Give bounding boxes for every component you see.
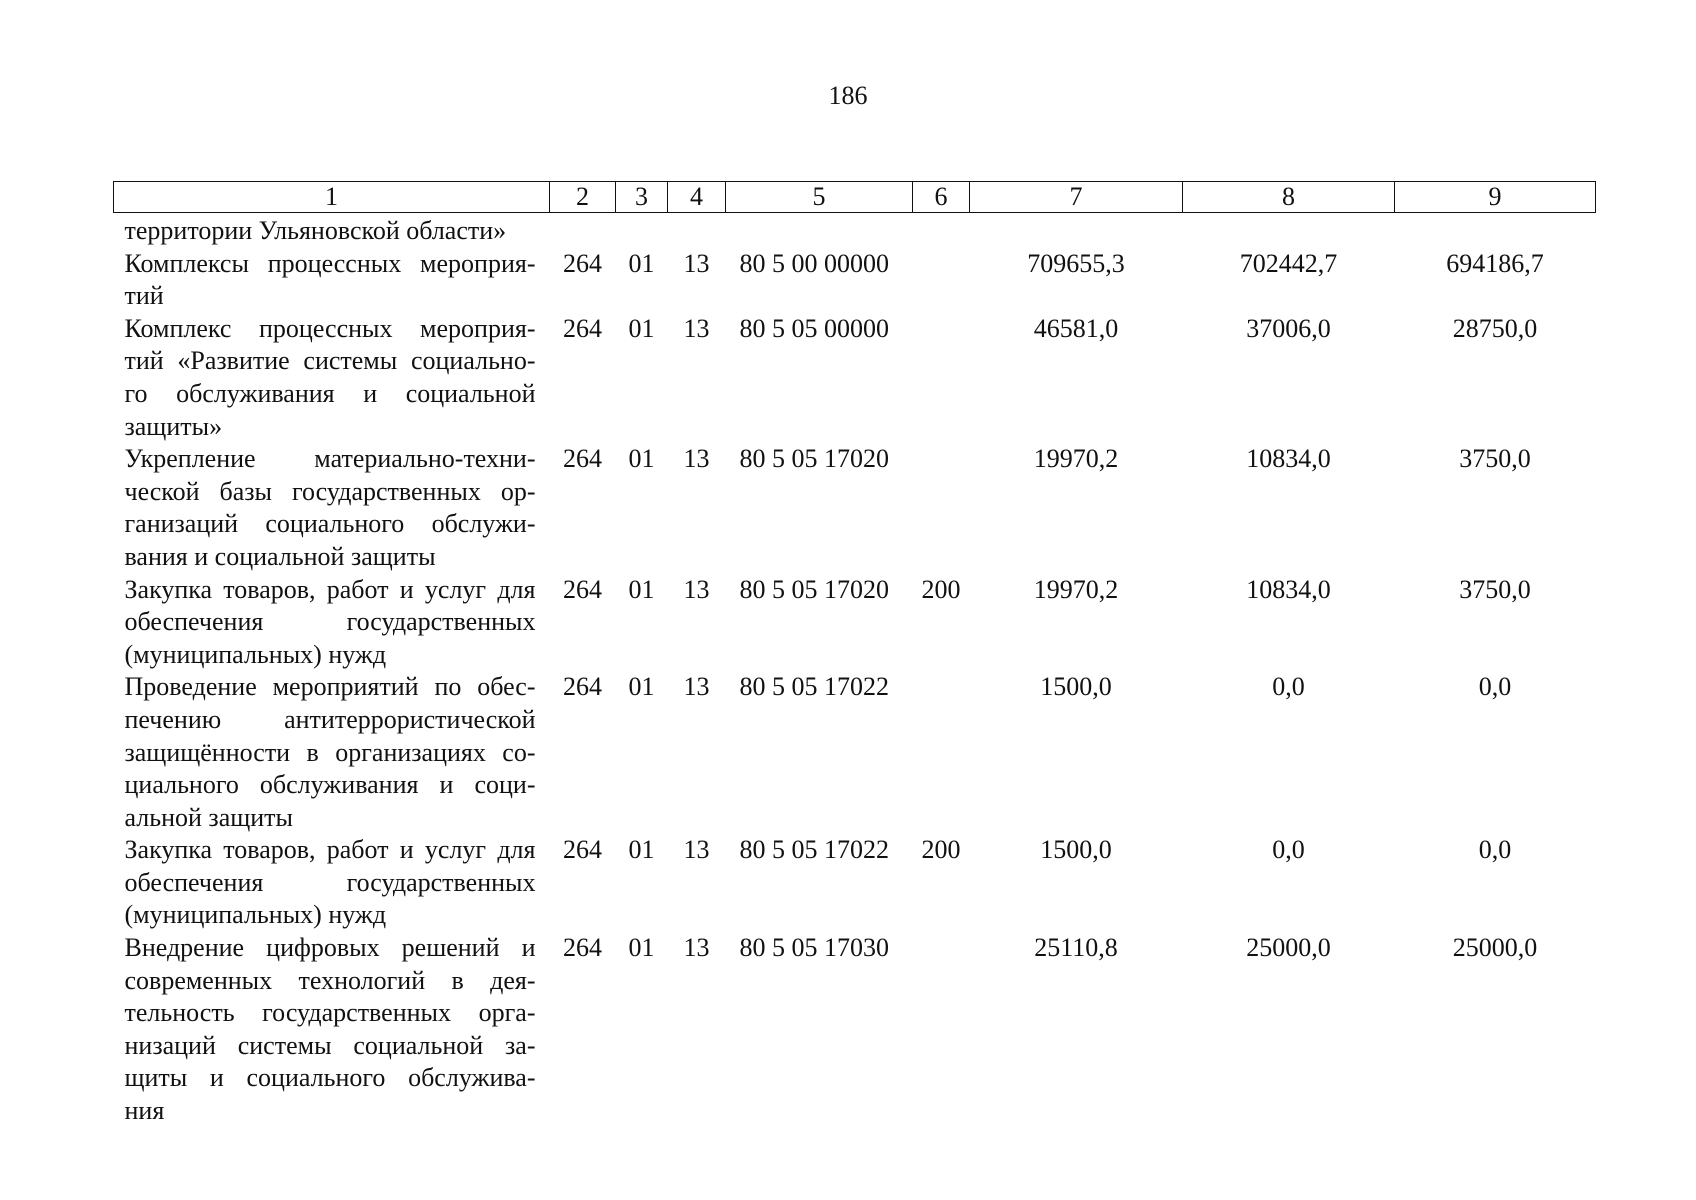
column-header: 9 xyxy=(1395,182,1596,213)
cell-code-3: 01 xyxy=(628,444,655,474)
cell-amount-9: 0,0 xyxy=(1478,672,1512,702)
cell-code-6 xyxy=(913,932,970,1128)
column-header: 8 xyxy=(1183,182,1395,213)
description-line: альной защиты xyxy=(124,802,294,832)
description-line: тий «Развитие системы социально- xyxy=(124,346,536,376)
cell-code-5: 80 5 05 17022 xyxy=(739,672,889,702)
page-number: 186 xyxy=(828,81,868,110)
column-header: 7 xyxy=(970,182,1183,213)
description-line: (муниципальных) нужд xyxy=(124,900,387,930)
cell-amount-7: 25110,8 xyxy=(1034,933,1118,963)
column-header: 3 xyxy=(616,182,668,213)
row-description xyxy=(114,313,550,443)
description-line: вания и социальной защиты xyxy=(124,541,436,571)
table-row xyxy=(114,574,1596,672)
cell-code-4: 13 xyxy=(683,248,710,278)
cell-amount-8: 0,0 xyxy=(1272,672,1305,702)
table-row xyxy=(114,834,1596,932)
cell-amount-9: 3750,0 xyxy=(1459,574,1531,604)
description-line: Комплексы процессных мероприя- xyxy=(124,248,536,278)
cell-code-4: 13 xyxy=(683,313,710,343)
cell-amount-9: 25000,0 xyxy=(1452,933,1538,963)
description-line: защиты» xyxy=(124,411,223,441)
cell-amount-9 xyxy=(1395,213,1596,248)
description-line: обеспечения государственных xyxy=(124,867,536,897)
cell-code-6 xyxy=(913,313,970,443)
cell-code-2: 264 xyxy=(563,248,602,278)
cell-amount-7: 46581,0 xyxy=(1033,313,1119,343)
cell-amount-7: 19970,2 xyxy=(1033,444,1119,474)
table-row xyxy=(114,313,1596,443)
description-line: ческой базы государственных ор- xyxy=(124,476,536,506)
cell-code-4: 13 xyxy=(683,444,710,474)
column-number-header xyxy=(114,182,1596,213)
budget-table xyxy=(113,181,1596,1128)
table-row xyxy=(114,671,1596,834)
cell-code-6 xyxy=(913,443,970,573)
description-line: современных технологий в дея- xyxy=(124,965,536,995)
cell-code-3: 01 xyxy=(628,574,655,604)
cell-code-5: 80 5 05 17022 xyxy=(739,835,889,865)
description-line: низаций системы социальной за- xyxy=(124,1030,536,1060)
cell-code-2: 264 xyxy=(563,933,602,963)
description-line: Закупка товаров, работ и услуг для xyxy=(124,574,536,604)
cell-amount-7: 709655,3 xyxy=(1027,248,1125,278)
cell-code-3: 01 xyxy=(628,313,655,343)
cell-code-4: 13 xyxy=(683,672,710,702)
table-row xyxy=(114,443,1596,573)
cell-code-5: 80 5 05 17020 xyxy=(739,574,889,604)
cell-amount-8 xyxy=(1183,213,1395,248)
cell-amount-7: 1500,0 xyxy=(1040,672,1112,702)
row-description xyxy=(114,443,550,573)
description-line: Укрепление материально-техни- xyxy=(124,444,536,474)
description-line: Комплекс процессных мероприя- xyxy=(124,313,536,343)
cell-amount-8: 0,0 xyxy=(1272,835,1305,865)
cell-amount-7 xyxy=(970,213,1183,248)
cell-code-5: 80 5 05 17030 xyxy=(739,933,889,963)
cell-code-2: 264 xyxy=(563,672,602,702)
description-line: территории Ульяновской области» xyxy=(124,216,507,245)
description-line: Проведение мероприятий по обес- xyxy=(124,672,536,702)
cell-code-5: 80 5 05 17020 xyxy=(739,444,889,474)
column-header: 4 xyxy=(668,182,726,213)
column-header: 1 xyxy=(114,182,550,213)
description-line: обеспечения государственных xyxy=(124,607,536,637)
cell-amount-9: 3750,0 xyxy=(1459,444,1531,474)
cell-code-4: 13 xyxy=(683,574,710,604)
cell-amount-7: 1500,0 xyxy=(1040,835,1112,865)
cell-code-2: 264 xyxy=(563,444,602,474)
description-line: го обслуживания и социальной xyxy=(124,378,536,408)
row-description xyxy=(114,932,550,1128)
description-line: циального обслуживания и соци- xyxy=(124,770,536,800)
cell-amount-9: 694186,7 xyxy=(1446,248,1544,278)
column-header: 6 xyxy=(913,182,970,213)
description-line: (муниципальных) нужд xyxy=(124,639,387,669)
cell-code-3: 01 xyxy=(628,248,655,278)
table-body xyxy=(114,213,1596,1128)
cell-code-6: 200 xyxy=(921,574,961,604)
row-description xyxy=(114,213,550,248)
cell-amount-8: 10834,0 xyxy=(1246,444,1331,474)
cell-code-3: 01 xyxy=(628,672,655,702)
cell-amount-9: 28750,0 xyxy=(1452,313,1538,343)
description-line: ганизаций социального обслужи- xyxy=(124,509,536,539)
table-row xyxy=(114,213,1596,248)
cell-code-3: 01 xyxy=(628,835,655,865)
cell-amount-9: 0,0 xyxy=(1478,835,1512,865)
cell-code-6: 200 xyxy=(921,835,961,865)
description-line: защищённости в организациях со- xyxy=(124,737,536,767)
column-header: 5 xyxy=(726,182,913,213)
cell-amount-7: 19970,2 xyxy=(1033,574,1119,604)
row-description xyxy=(114,248,550,313)
cell-code-2 xyxy=(550,213,616,248)
cell-code-6 xyxy=(913,213,970,248)
description-line: Внедрение цифровых решений и xyxy=(124,933,536,963)
row-description xyxy=(114,834,550,932)
description-line: Закупка товаров, работ и услуг для xyxy=(124,835,536,865)
cell-amount-8: 37006,0 xyxy=(1246,313,1331,343)
cell-code-4: 13 xyxy=(683,933,710,963)
description-line: печению антитеррористической xyxy=(124,704,536,734)
description-line: ния xyxy=(124,1096,165,1126)
description-line: щиты и социального обслужива- xyxy=(124,1063,536,1093)
cell-code-5: 80 5 05 00000 xyxy=(739,313,889,343)
description-line: тельность государственных орга- xyxy=(124,998,536,1028)
description-line: тий xyxy=(124,281,164,311)
cell-code-5: 80 5 00 00000 xyxy=(739,248,889,278)
cell-code-3 xyxy=(616,213,668,248)
cell-amount-8: 10834,0 xyxy=(1246,574,1331,604)
cell-code-2: 264 xyxy=(563,313,602,343)
row-description xyxy=(114,574,550,672)
cell-code-2: 264 xyxy=(563,574,602,604)
cell-code-2: 264 xyxy=(563,835,602,865)
table-row xyxy=(114,248,1596,313)
row-description xyxy=(114,671,550,834)
cell-code-5 xyxy=(726,213,913,248)
cell-code-6 xyxy=(913,671,970,834)
column-header: 2 xyxy=(550,182,616,213)
cell-code-4: 13 xyxy=(683,835,710,865)
cell-amount-8: 702442,7 xyxy=(1239,248,1338,278)
cell-code-3: 01 xyxy=(628,933,655,963)
cell-code-6 xyxy=(913,248,970,313)
cell-amount-8: 25000,0 xyxy=(1246,933,1331,963)
cell-code-4 xyxy=(668,213,726,248)
table-row xyxy=(114,932,1596,1128)
